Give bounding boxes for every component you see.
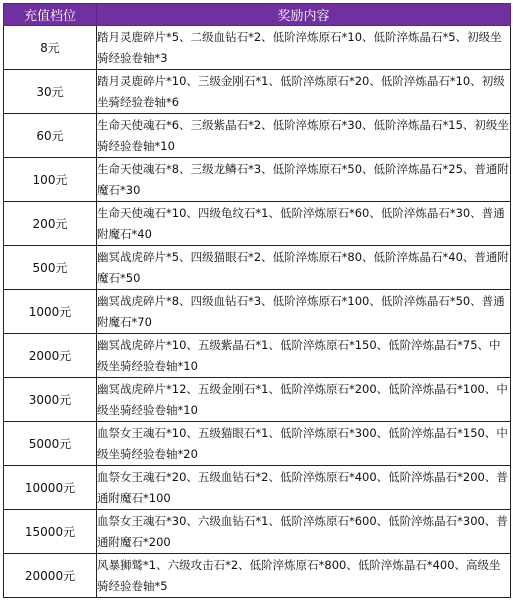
reward-cell: 幽冥战虎碎片*8、四级血钻石*3、低阶淬炼原石*100、低阶淬炼晶石*50、普通附魔石*70	[97, 290, 511, 334]
reward-cell: 幽冥战虎碎片*12、五级金刚石*1、低阶淬炼原石*200、低阶淬炼晶石*100、中级坐骑经验卷轴*10	[97, 378, 511, 422]
tier-cell: 2000元	[4, 334, 97, 378]
reward-table	[3, 3, 511, 598]
tier-cell: 15000元	[4, 510, 97, 554]
tier-cell: 3000元	[4, 378, 97, 422]
reward-cell: 踏月灵鹿碎片*10、三级金刚石*1、低阶淬炼原石*20、低阶淬炼晶石*10、初级坐骑经验卷轴*6	[97, 70, 511, 114]
table-row	[4, 26, 511, 70]
table-row	[4, 246, 511, 290]
reward-cell: 血祭女王魂石*10、五级猫眼石*1、低阶淬炼原石*300、低阶淬炼晶石*150、中级坐骑经验卷轴*20	[97, 422, 511, 466]
table-row	[4, 70, 511, 114]
table-row	[4, 158, 511, 202]
table-row	[4, 334, 511, 378]
reward-cell: 血祭女王魂石*30、六级血钻石*1、低阶淬炼原石*600、低阶淬炼晶石*300、普通附魔石*200	[97, 510, 511, 554]
reward-cell: 踏月灵鹿碎片*5、二级血钻石*2、低阶淬炼原石*10、低阶淬炼晶石*5、初级坐骑经验卷轴*3	[97, 26, 511, 70]
tier-cell: 30元	[4, 70, 97, 114]
header-tier: 充值档位	[4, 4, 97, 26]
tier-cell: 100元	[4, 158, 97, 202]
tier-cell: 60元	[4, 114, 97, 158]
table-row	[4, 422, 511, 466]
table-row	[4, 290, 511, 334]
tier-cell: 8元	[4, 26, 97, 70]
reward-cell: 幽冥战虎碎片*10、五级紫晶石*1、低阶淬炼原石*150、低阶淬炼晶石*75、中级坐骑经验卷轴*10	[97, 334, 511, 378]
tier-cell: 200元	[4, 202, 97, 246]
table-row	[4, 510, 511, 554]
header-reward: 奖励内容	[97, 4, 511, 26]
tier-cell: 500元	[4, 246, 97, 290]
tier-cell: 10000元	[4, 466, 97, 510]
tier-cell: 20000元	[4, 554, 97, 598]
tier-cell: 5000元	[4, 422, 97, 466]
reward-cell: 生命天使魂石*8、三级龙鳞石*3、低阶淬炼原石*50、低阶淬炼晶石*25、普通附魔石*30	[97, 158, 511, 202]
table-row	[4, 378, 511, 422]
reward-cell: 生命天使魂石*6、三级紫晶石*2、低阶淬炼原石*30、低阶淬炼晶石*15、初级坐骑经验卷轴*10	[97, 114, 511, 158]
reward-cell: 风暴狮鹫*1、六级攻击石*2、低阶淬炼原石*800、低阶淬炼晶石*400、高级坐骑经验卷轴*5	[97, 554, 511, 598]
reward-cell: 血祭女王魂石*20、五级血钻石*2、低阶淬炼原石*400、低阶淬炼晶石*200、普通附魔石*100	[97, 466, 511, 510]
table-row	[4, 466, 511, 510]
reward-cell: 幽冥战虎碎片*5、四级猫眼石*2、低阶淬炼原石*80、低阶淬炼晶石*40、普通附魔石*50	[97, 246, 511, 290]
table-header-row	[4, 4, 511, 26]
tier-cell: 1000元	[4, 290, 97, 334]
reward-cell: 生命天使魂石*10、四级龟纹石*1、低阶淬炼原石*60、低阶淬炼晶石*30、普通附魔石*40	[97, 202, 511, 246]
table-row	[4, 114, 511, 158]
table-row	[4, 554, 511, 598]
table-row	[4, 202, 511, 246]
